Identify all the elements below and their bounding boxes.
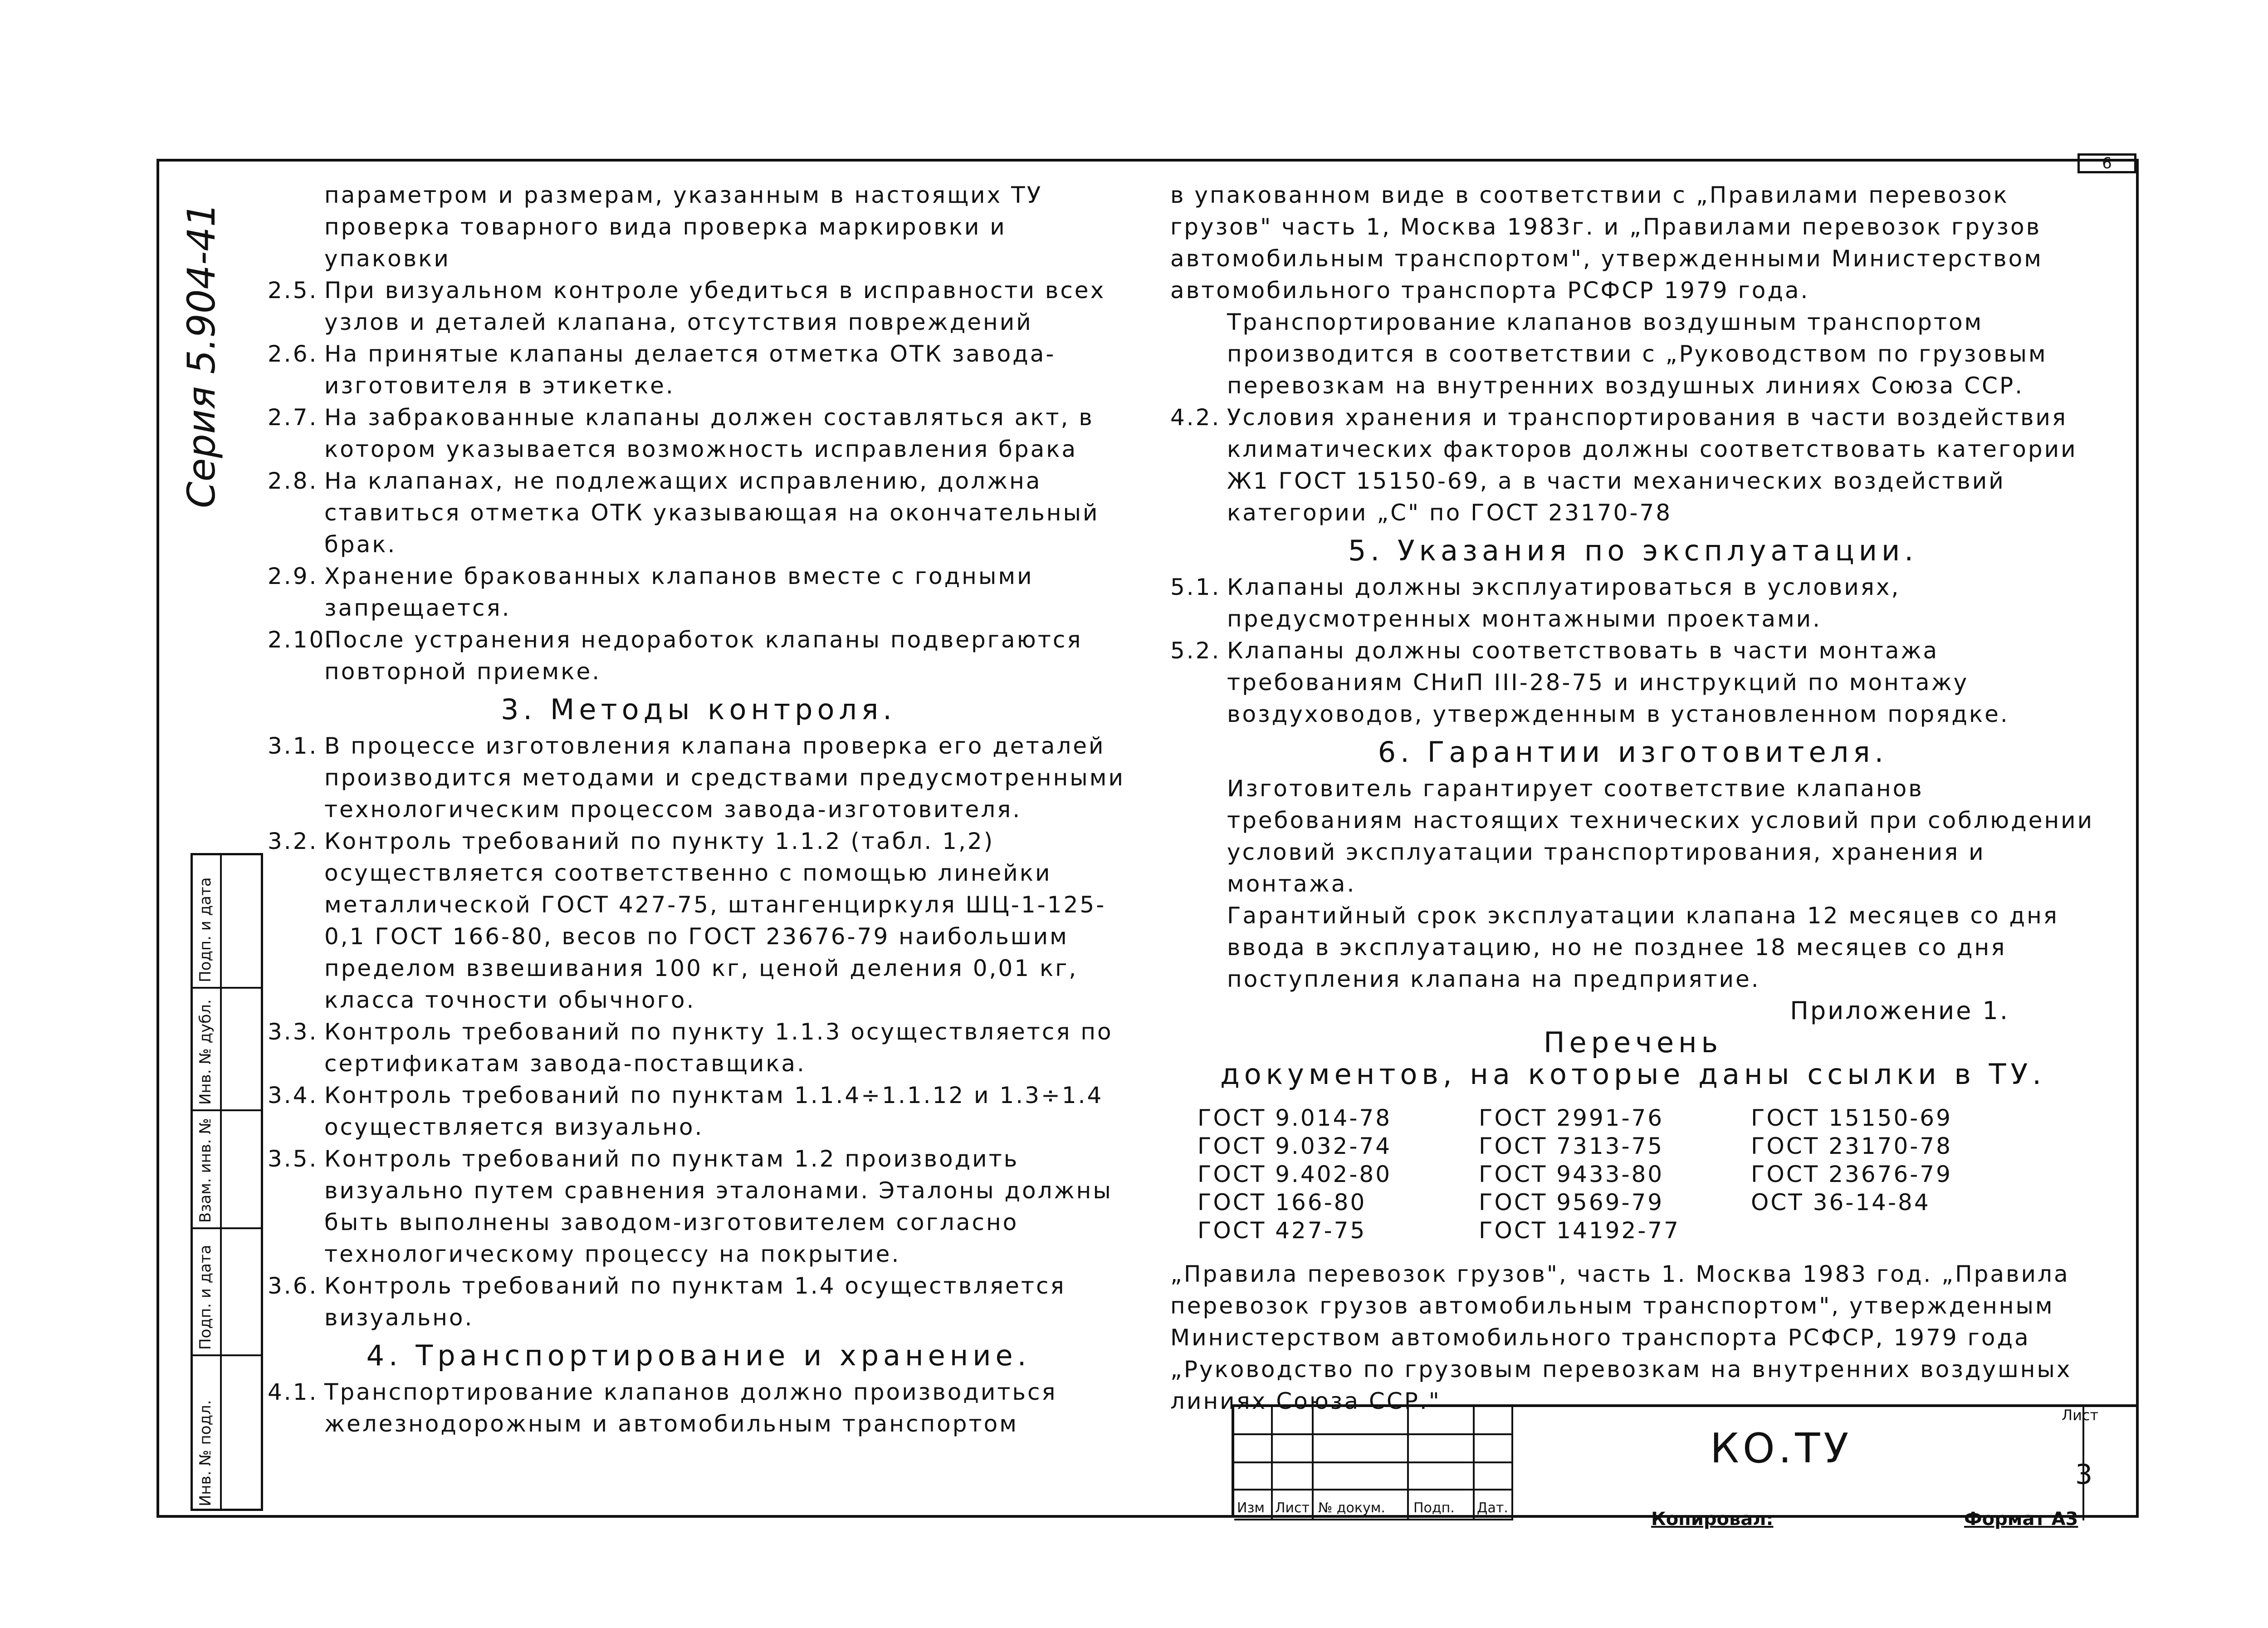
clause-4-2: 4.2. Условия хранения и транспортирования в части воздействия климатических факторов должны соответствовать категории Ж1 ГОСТ 15150-69, а в части механических воздействий категории „С" по ГОСТ 23170-78 bbox=[1170, 404, 2077, 526]
paragraph-air-transport: Транспортирование клапанов воздушным транспортом производится в соответствии с „Руководством по грузовым перевозкам на внутренних воздушных линиях Союза ССР. bbox=[1227, 309, 2048, 399]
paragraph-transport-rules: в упакованном виде в соответствии с „Правилами перевозок грузов" часть 1, Москва 1983г. и „Правилами перевозок грузов автомобильным транспортом", утвержденными Министерством автомобильного транспорта РСФСР 1979 года. bbox=[1170, 182, 2043, 304]
stamp-label-list: Лист bbox=[1275, 1500, 1310, 1516]
gost-item: ГОСТ 427-75 bbox=[1198, 1217, 1367, 1244]
section-heading-3: 3. Методы контроля. bbox=[500, 693, 897, 726]
gost-item: ОСТ 36-14-84 bbox=[1751, 1189, 1931, 1216]
sheet-label: Лист bbox=[2062, 1407, 2099, 1424]
gost-item: ГОСТ 9.014-78 bbox=[1198, 1105, 1392, 1131]
corner-number: 6 bbox=[2077, 153, 2136, 173]
clause-3-2: 3.2. Контроль требований по пункту 1.1.2 (табл. 1,2) осуществляется соответственно с помощью линейки металлической ГОСТ 427-75, штангенциркуля ШЦ-1-125-0,1 ГОСТ 166-80, весов по ГОСТ 23676-79 наибольшим пределом взвешивания 100 кг, ценой деления 0,01 кг, класса точности обычного. bbox=[268, 828, 1106, 1013]
series-label: Серия 5.904-41 bbox=[179, 202, 224, 508]
side-label-vzam-inv: Взам. инв. № bbox=[196, 1118, 215, 1223]
text-line: упаковки bbox=[324, 245, 450, 272]
gost-item: ГОСТ 166-80 bbox=[1198, 1189, 1367, 1216]
guarantee-paragraph-2: Гарантийный срок эксплуатации клапана 12 месяцев со дня ввода в эксплуатацию, но не позднее 18 месяцев со дня поступления клапана на предприятие. bbox=[1227, 902, 2059, 992]
clause-5-2: 5.2. Клапаны должны соответствовать в части монтажа требованиям СНиП III-28-75 и инструкций по монтажу воздуховодов, утвержденным в установленном порядке. bbox=[1170, 637, 2009, 727]
gost-item: ГОСТ 15150-69 bbox=[1751, 1105, 1952, 1131]
clause-2-10: 2.10. После устранения недоработок клапаны подвергаются повторной приемке. bbox=[268, 627, 1083, 685]
footer-copied: Копировал: bbox=[1651, 1509, 1774, 1530]
right-column bbox=[1170, 179, 2096, 1417]
stamp-label-doc: № докум. bbox=[1318, 1500, 1385, 1516]
gost-item: ГОСТ 14192-77 bbox=[1479, 1217, 1680, 1244]
side-approval-table bbox=[191, 853, 263, 1511]
text-line: проверка товарного вида проверка маркировки и bbox=[324, 214, 1007, 240]
document-code: КО.ТУ bbox=[1710, 1425, 1853, 1472]
stamp-label-date: Дат. bbox=[1477, 1500, 1508, 1516]
section-heading-5: 5. Указания по эксплуатации. bbox=[1348, 534, 1918, 567]
clause-3-5: 3.5. Контроль требований по пунктам 1.2 производить визуально путем сравнения эталонами. Эталоны должны быть выполнены заводом-изготовителем согласно технологическому процессу на покрытие. bbox=[268, 1146, 1113, 1267]
side-label-inv-podl: Инв. № подл. bbox=[196, 1400, 215, 1506]
clause-3-3: 3.3. Контроль требований по пункту 1.1.3 осуществляется по сертификатам завода-поставщика. bbox=[268, 1019, 1113, 1077]
side-label-inv-dubl: Инв. № дубл. bbox=[196, 999, 215, 1105]
side-label-podp-data-2: Подп. и дата bbox=[196, 877, 215, 982]
clause-5-1: 5.1. Клапаны должны эксплуатироваться в условиях, предусмотренных монтажными проектами. bbox=[1170, 574, 1901, 632]
gost-item: ГОСТ 9.032-74 bbox=[1198, 1133, 1392, 1159]
section-heading-6: 6. Гарантии изготовителя. bbox=[1378, 736, 1888, 769]
gost-item: ГОСТ 23170-78 bbox=[1751, 1133, 1952, 1159]
text-line: параметром и размерам, указанным в настоящих ТУ bbox=[324, 182, 1043, 208]
clause-3-6: 3.6. Контроль требований по пунктам 1.4 осуществляется визуально. bbox=[268, 1273, 1066, 1331]
stamp-label-izm: Изм bbox=[1237, 1500, 1265, 1516]
list-heading-1: Перечень bbox=[1543, 1026, 1723, 1059]
section-heading-4: 4. Транспортирование и хранение. bbox=[366, 1339, 1031, 1372]
rules-paragraph: „Правила перевозок грузов", часть 1. Москва 1983 год. „Правила перевозок грузов автомобильным транспортом", утвержденным Министерством автомобильного транспорта РСФСР, 1979 года „Руководство по грузовым перевозкам на внутренних воздушных линиях Союза ССР." bbox=[1170, 1261, 2072, 1414]
clause-2-9: 2.9. Хранение бракованных клапанов вместе с годными запрещается. bbox=[268, 563, 1034, 621]
gost-item: ГОСТ 23676-79 bbox=[1751, 1161, 1952, 1187]
clause-4-1: 4.1. Транспортирование клапанов должно производиться железнодорожным и автомобильным транспортом bbox=[268, 1379, 1057, 1437]
clause-3-4: 3.4. Контроль требований по пунктам 1.1.4÷1.1.12 и 1.3÷1.4 осуществляется визуально. bbox=[268, 1082, 1104, 1140]
gost-item: ГОСТ 2991-76 bbox=[1479, 1105, 1664, 1131]
gost-reference-list bbox=[1198, 1104, 2096, 1245]
gost-item: ГОСТ 7313-75 bbox=[1479, 1133, 1664, 1159]
title-stamp bbox=[1232, 1404, 2139, 1518]
gost-item: ГОСТ 9.402-80 bbox=[1198, 1161, 1392, 1187]
gost-item: ГОСТ 9433-80 bbox=[1479, 1161, 1664, 1187]
gost-item bbox=[1751, 1216, 2023, 1245]
side-label-podp-data: Подп. и дата bbox=[196, 1245, 215, 1350]
footer-format: Формат А3 bbox=[1964, 1509, 2078, 1530]
stamp-label-sign: Подп. bbox=[1413, 1500, 1455, 1516]
clause-2-5: 2.5. При визуальном контроле убедиться в исправности всех узлов и деталей клапана, отсутствия повреждений bbox=[268, 277, 1106, 335]
list-heading-2: документов, на которые даны ссылки в ТУ. bbox=[1220, 1058, 2046, 1091]
clause-2-7: 2.7. На забракованные клапаны должен составляться акт, в котором указывается возможность исправления брака bbox=[268, 404, 1094, 462]
left-column bbox=[268, 179, 1129, 1440]
clause-2-8: 2.8. На клапанах, не подлежащих исправлению, должна ставиться отметка ОТК указывающая на окончательный брак. bbox=[268, 468, 1100, 558]
clause-2-6: 2.6. На принятые клапаны делается отметка ОТК завода-изготовителя в этикетке. bbox=[268, 341, 1056, 399]
clause-3-1: 3.1. В процессе изготовления клапана проверка его деталей производится методами и средствами предусмотренными технологическим процессом завода-изготовителя. bbox=[268, 733, 1125, 823]
appendix-label: Приложение 1. bbox=[1790, 996, 2009, 1025]
guarantee-paragraph-1: Изготовитель гарантирует соответствие клапанов требованиям настоящих технических условий при соблюдении условий эксплуатации транспортирования, хранения и монтажа. bbox=[1227, 775, 2094, 897]
gost-item: ГОСТ 9569-79 bbox=[1479, 1189, 1664, 1216]
sheet-number: 3 bbox=[2075, 1459, 2093, 1491]
